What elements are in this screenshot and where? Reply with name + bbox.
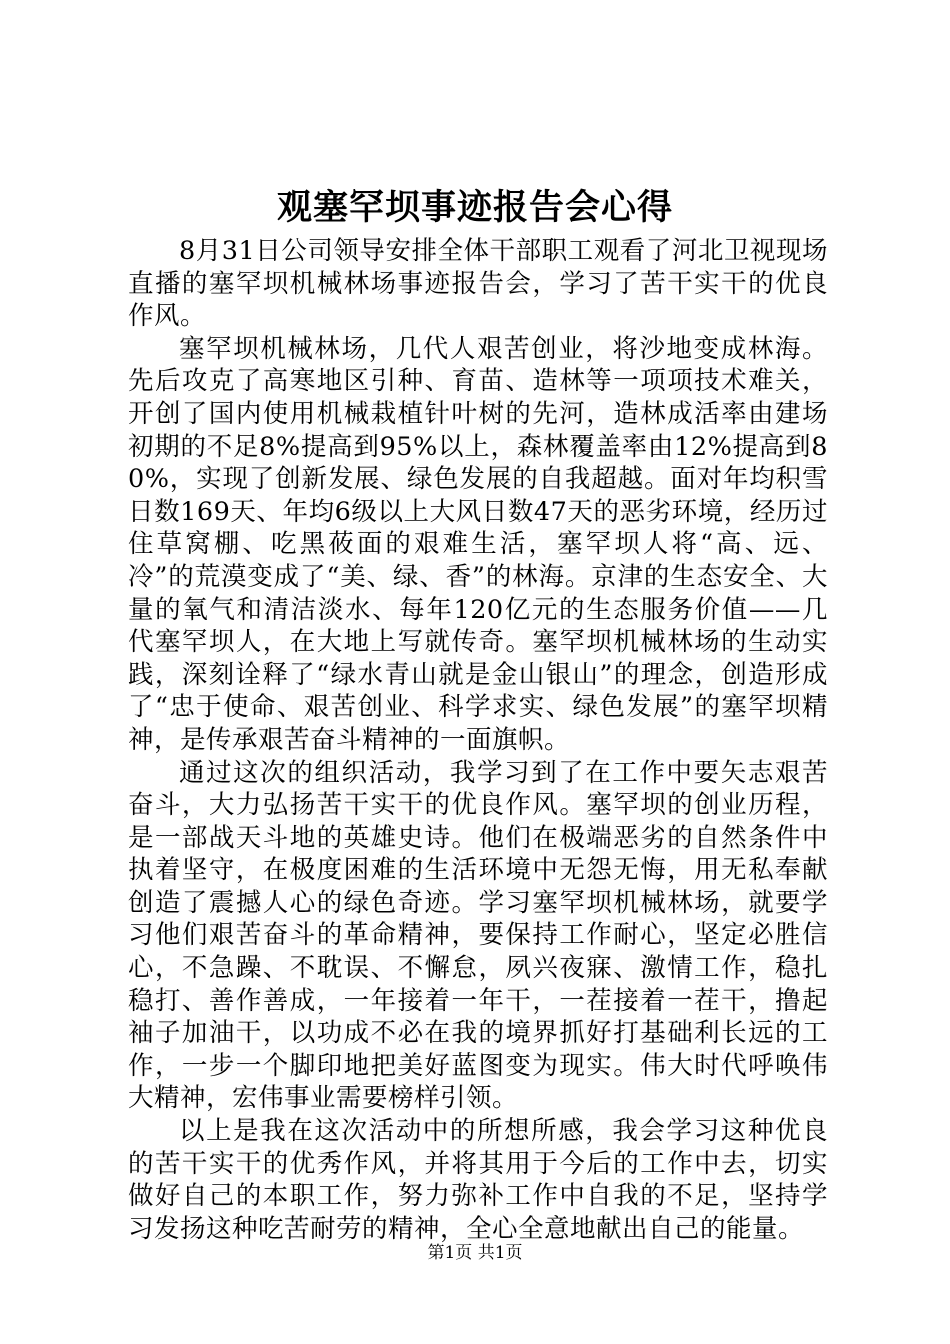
paragraph-1: 8月31日公司领导安排全体干部职工观看了河北卫视现场直播的塞罕坝机械林场事迹报告会，学习了苦干实干的优良作风。 <box>128 236 828 332</box>
paragraph-3: 通过这次的组织活动，我学习到了在工作中要矢志艰苦奋斗，大力弘扬苦干实干的优良作风。塞罕坝的创业历程，是一部战天斗地的英雄史诗。他们在极端恶劣的自然条件中执着坚守，在极度困难的生活环境中无怨无悔，用无私奉献创造了震撼人心的绿色奇迹。学习塞罕坝机械林场，就要学习他们艰苦奋斗的革命精神，要保持工作耐心，坚定必胜信心，不急躁、不耽误、不懈怠，夙兴夜寐、激情工作，稳扎稳打、善作善成，一年接着一年干，一茬接着一茬干，撸起袖子加油干，以功成不必在我的境界抓好打基础利长远的工作，一步一个脚印地把美好蓝图变为现实。伟大时代呼唤伟大精神，宏伟事业需要榜样引领。 <box>128 757 828 1114</box>
document-body <box>128 235 828 1245</box>
paragraph-4: 以上是我在这次活动中的所想所感，我会学习这种优良的苦干实干的优秀作风，并将其用于今后的工作中去，切实做好自己的本职工作，努力弥补工作中自我的不足，坚持学习发扬这种吃苦耐劳的精神，全心全意地献出自己的能量。 <box>128 1116 828 1244</box>
paragraph-2: 塞罕坝机械林场，几代人艰苦创业，将沙地变成林海。先后攻克了高寒地区引种、育苗、造林等一项项技术难关，开创了国内使用机械栽植针叶树的先河，造林成活率由建场初期的不足8%提高到95%以上，森林覆盖率由12%提高到80%，实现了创新发展、绿色发展的自我超越。面对年均积雪日数169天、年均6级以上大风日数47天的恶劣环境，经历过住草窝棚、吃黑莜面的艰难生活，塞罕坝人将“高、远、冷”的荒漠变成了“美、绿、香”的林海。京津的生态安全、大量的氧气和清洁淡水、每年120亿元的生态服务价值——几代塞罕坝人，在大地上写就传奇。塞罕坝机械林场的生动实践，深刻诠释了“绿水青山就是金山银山”的理念，创造形成了“忠于使命、艰苦创业、科学求实、绿色发展”的塞罕坝精神，是传承艰苦奋斗精神的一面旗帜。 <box>128 333 828 755</box>
page-number-footer: 第1页 共1页 <box>427 1243 523 1263</box>
document-title: 观塞罕坝事迹报告会心得 <box>276 187 673 228</box>
